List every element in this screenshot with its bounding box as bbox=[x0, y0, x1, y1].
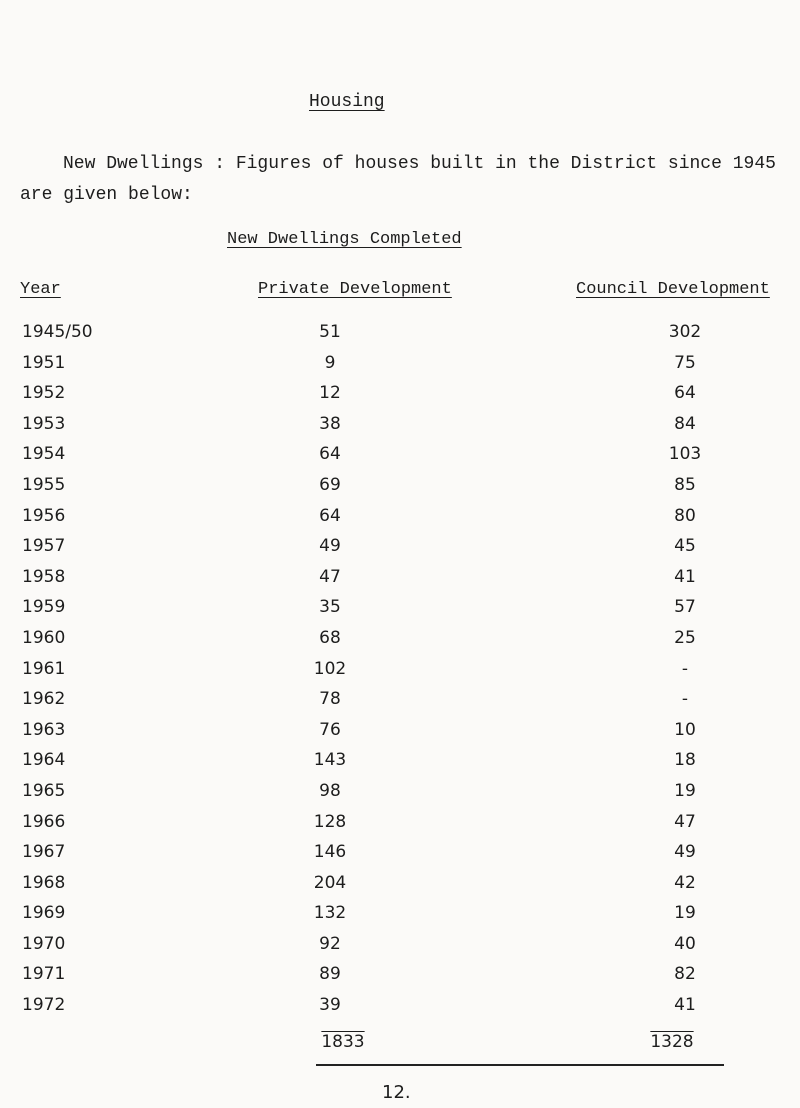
private-cell: 128 bbox=[313, 811, 347, 832]
year-cell: 1966 bbox=[22, 811, 66, 832]
table-row bbox=[0, 903, 800, 934]
council-cell: 25 bbox=[674, 627, 696, 648]
private-cell: 102 bbox=[313, 658, 347, 679]
private-cell: 132 bbox=[313, 903, 347, 924]
year-cell: 1958 bbox=[22, 566, 66, 587]
private-cell: 146 bbox=[313, 842, 347, 863]
private-cell: 78 bbox=[319, 689, 341, 710]
council-cell: 19 bbox=[674, 780, 696, 801]
private-cell: 35 bbox=[319, 597, 341, 618]
private-cell: 51 bbox=[319, 322, 341, 342]
council-cell: 302 bbox=[668, 322, 702, 342]
private-cell: 76 bbox=[319, 719, 341, 740]
table-row bbox=[0, 689, 800, 720]
year-cell: 1970 bbox=[22, 933, 66, 954]
table-row bbox=[0, 964, 800, 995]
table-row bbox=[0, 750, 800, 781]
council-cell: 41 bbox=[674, 566, 696, 587]
council-cell: 19 bbox=[674, 903, 696, 924]
table-row bbox=[0, 995, 800, 1026]
council-cell: 42 bbox=[674, 872, 696, 893]
table-row bbox=[0, 812, 800, 843]
year-cell: 1955 bbox=[22, 474, 66, 495]
year-cell: 1972 bbox=[22, 995, 66, 1016]
year-cell: 1959 bbox=[22, 597, 66, 618]
year-cell: 1961 bbox=[22, 658, 66, 679]
private-cell: 89 bbox=[319, 964, 341, 985]
private-cell: 9 bbox=[324, 352, 336, 373]
year-cell: 1951 bbox=[22, 352, 66, 373]
table-row bbox=[0, 567, 800, 598]
year-cell: 1956 bbox=[22, 505, 66, 526]
private-cell: 12 bbox=[319, 383, 341, 404]
council-cell: 84 bbox=[674, 413, 696, 434]
council-cell: 18 bbox=[674, 750, 696, 771]
table-row bbox=[0, 720, 800, 751]
year-cell: 1957 bbox=[22, 536, 66, 557]
private-cell: 69 bbox=[319, 474, 341, 495]
council-cell: 82 bbox=[674, 964, 696, 985]
total-private: 1833 bbox=[321, 1032, 365, 1052]
private-cell: 64 bbox=[319, 444, 341, 465]
year-cell: 1968 bbox=[22, 872, 66, 893]
table-row bbox=[0, 873, 800, 904]
table-row bbox=[0, 659, 800, 690]
year-cell: 1960 bbox=[22, 627, 66, 648]
table-row bbox=[0, 444, 800, 475]
private-cell: 47 bbox=[319, 566, 341, 587]
council-cell: 49 bbox=[674, 842, 696, 863]
council-cell: 10 bbox=[674, 719, 696, 740]
year-cell: 1952 bbox=[22, 383, 66, 404]
year-cell: 1954 bbox=[22, 444, 66, 465]
year-cell: 1962 bbox=[22, 689, 66, 710]
year-cell: 1963 bbox=[22, 719, 66, 740]
dwellings-table bbox=[0, 322, 800, 1026]
table-row bbox=[0, 506, 800, 537]
year-cell: 1953 bbox=[22, 413, 66, 434]
private-cell: 64 bbox=[319, 505, 341, 526]
private-cell: 49 bbox=[319, 536, 341, 557]
table-row bbox=[0, 934, 800, 965]
council-cell: 40 bbox=[674, 933, 696, 954]
table-row bbox=[0, 536, 800, 567]
total-rule bbox=[316, 1064, 724, 1066]
council-cell: 85 bbox=[674, 474, 696, 495]
council-cell: - bbox=[681, 658, 689, 679]
council-cell: 103 bbox=[668, 444, 702, 465]
page-number: 12. bbox=[382, 1082, 411, 1103]
header-private-development: Private Development bbox=[258, 280, 452, 299]
year-cell: 1971 bbox=[22, 964, 66, 985]
private-cell: 92 bbox=[319, 933, 341, 954]
council-cell: 45 bbox=[674, 536, 696, 557]
table-row bbox=[0, 628, 800, 659]
table-row bbox=[0, 353, 800, 384]
council-cell: - bbox=[681, 689, 689, 710]
table-row bbox=[0, 414, 800, 445]
table-row bbox=[0, 383, 800, 414]
council-cell: 57 bbox=[674, 597, 696, 618]
intro-line-2: are given below: bbox=[20, 185, 193, 205]
table-row bbox=[0, 322, 800, 353]
year-cell: 1964 bbox=[22, 750, 66, 771]
table-row bbox=[0, 597, 800, 628]
page-title: Housing bbox=[309, 92, 385, 112]
year-cell: 1945/50 bbox=[22, 322, 93, 342]
table-row bbox=[0, 781, 800, 812]
private-cell: 38 bbox=[319, 413, 341, 434]
year-cell: 1969 bbox=[22, 903, 66, 924]
private-cell: 204 bbox=[313, 872, 347, 893]
private-cell: 68 bbox=[319, 627, 341, 648]
table-subtitle: New Dwellings Completed bbox=[227, 230, 462, 249]
year-cell: 1967 bbox=[22, 842, 66, 863]
private-cell: 98 bbox=[319, 780, 341, 801]
table-row bbox=[0, 475, 800, 506]
council-cell: 47 bbox=[674, 811, 696, 832]
council-cell: 80 bbox=[674, 505, 696, 526]
council-cell: 64 bbox=[674, 383, 696, 404]
private-cell: 143 bbox=[313, 750, 347, 771]
header-year: Year bbox=[20, 280, 61, 299]
total-council: 1328 bbox=[650, 1032, 694, 1052]
year-cell: 1965 bbox=[22, 780, 66, 801]
header-council-development: Council Development bbox=[576, 280, 770, 299]
table-row bbox=[0, 842, 800, 873]
council-cell: 75 bbox=[674, 352, 696, 373]
intro-line-1: New Dwellings : Figures of houses built in the District since 1945 bbox=[63, 154, 776, 174]
council-cell: 41 bbox=[674, 995, 696, 1016]
private-cell: 39 bbox=[319, 995, 341, 1016]
